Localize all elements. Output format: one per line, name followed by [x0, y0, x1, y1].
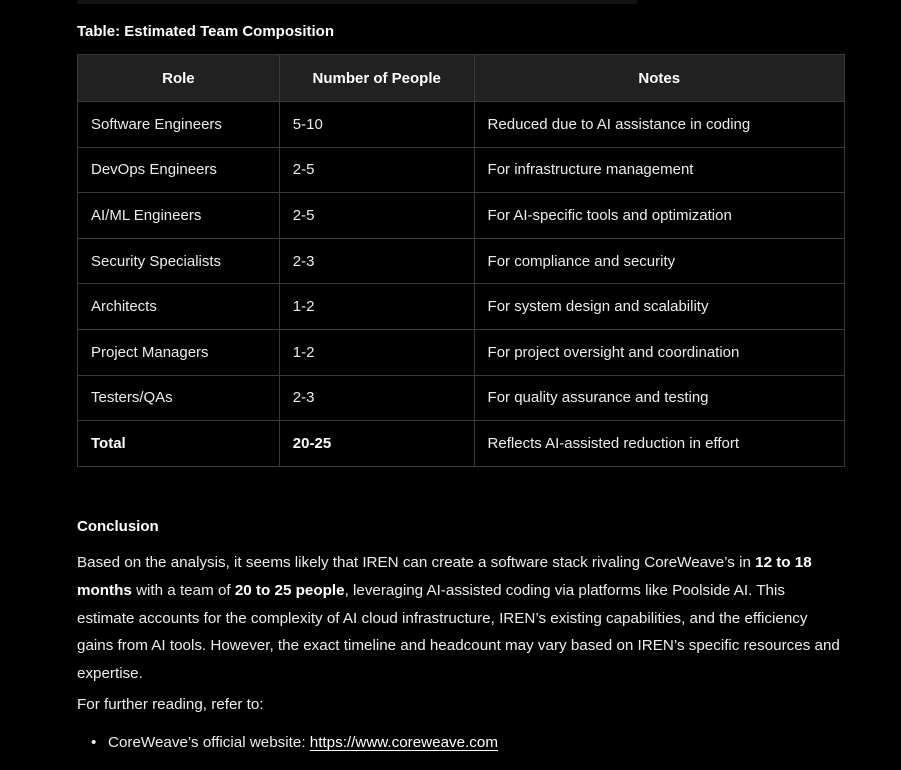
- reference-label: CoreWeave’s official website:: [108, 734, 310, 751]
- bullet-icon: •: [91, 734, 97, 751]
- table-row: [78, 193, 845, 239]
- cell-notes: For compliance and security: [474, 238, 844, 284]
- table-row: [78, 147, 845, 193]
- scroll-fade: [77, 0, 637, 4]
- table-header-row: [78, 55, 845, 102]
- cell-total-notes: Reflects AI-assisted reduction in effort: [474, 421, 844, 467]
- cell-role: Testers/QAs: [78, 375, 280, 421]
- table-row: [78, 238, 845, 284]
- cell-number: 1-2: [279, 284, 474, 330]
- header-number-of-people: Number of People: [279, 55, 474, 102]
- cell-notes: For AI-specific tools and optimization: [474, 193, 844, 239]
- conclusion-text-1: Based on the analysis, it seems likely that IREN can create a software stack rivaling CoreWeave’s in: [77, 554, 756, 571]
- cell-number: 2-3: [279, 375, 474, 421]
- header-notes: Notes: [474, 55, 844, 102]
- cell-role: DevOps Engineers: [78, 147, 280, 193]
- table-title: Table: Estimated Team Composition: [77, 23, 334, 40]
- cell-total-number: 20-25: [279, 421, 474, 467]
- conclusion-text-2: with a team of: [131, 581, 235, 599]
- cell-notes: For infrastructure management: [474, 147, 844, 193]
- cell-role: Software Engineers: [78, 102, 280, 148]
- cell-notes: Reduced due to AI assistance in coding: [474, 102, 844, 148]
- cell-total-label: Total: [78, 421, 280, 467]
- list-item: [77, 731, 498, 755]
- cell-notes: For project oversight and coordination: [474, 329, 844, 375]
- table-row: [78, 375, 845, 421]
- team-composition-table: [77, 54, 845, 467]
- conclusion-heading: Conclusion: [77, 518, 159, 535]
- header-role: Role: [78, 55, 280, 102]
- conclusion-headcount: 20 to 25 people: [234, 581, 345, 599]
- conclusion-paragraph: [77, 549, 845, 688]
- cell-number: 5-10: [279, 102, 474, 148]
- further-reading-text: For further reading, refer to:: [77, 696, 264, 713]
- cell-role: Security Specialists: [78, 238, 280, 284]
- conclusion-timeline: 12 to 18 months: [77, 554, 812, 599]
- cell-role: Architects: [78, 284, 280, 330]
- reference-list: [77, 731, 498, 755]
- table-row: [78, 284, 845, 330]
- cell-role: Project Managers: [78, 329, 280, 375]
- coreweave-link[interactable]: https://www.coreweave.com: [309, 734, 498, 751]
- cell-notes: For quality assurance and testing: [474, 375, 844, 421]
- table-row: [78, 329, 845, 375]
- cell-role: AI/ML Engineers: [78, 193, 280, 239]
- table-row: [78, 102, 845, 148]
- cell-notes: For system design and scalability: [474, 284, 844, 330]
- cell-number: 2-5: [279, 193, 474, 239]
- cell-number: 2-3: [279, 238, 474, 284]
- cell-number: 2-5: [279, 147, 474, 193]
- cell-number: 1-2: [279, 329, 474, 375]
- table-total-row: [78, 421, 845, 467]
- conclusion-text-3: , leveraging AI-assisted coding via platforms like Poolside AI. This estimate accounts for the complexity of AI cloud infrastructure, IREN’s existing capabilities, and the efficiency gains from AI tools. However, the exact timeline and headcount may vary based on IREN’s specific resources and expertise.: [77, 581, 840, 683]
